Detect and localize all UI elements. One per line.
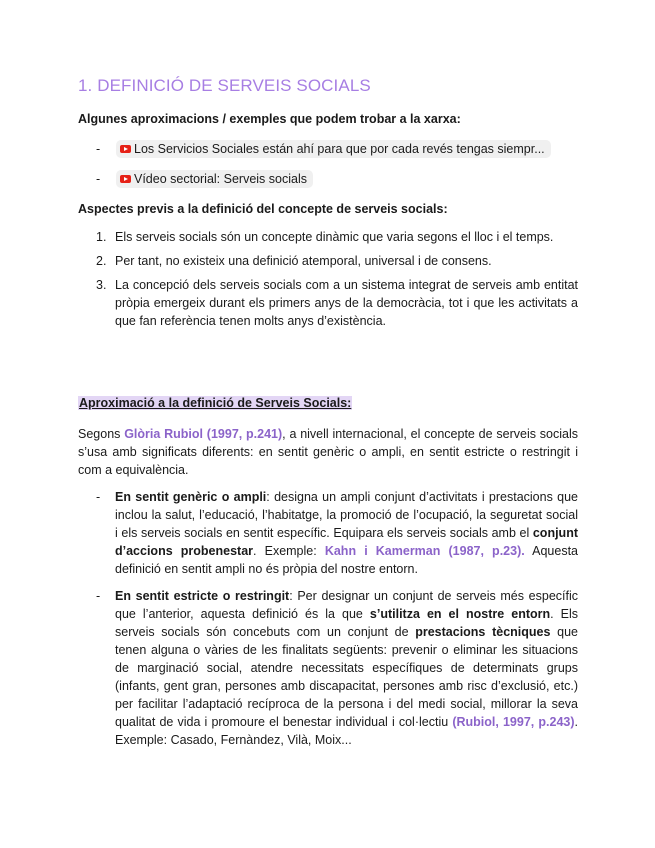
list-number: 1. — [96, 230, 107, 244]
text-run: Aquesta definició en sentit ampli no és pròpia del nostre entorn. — [115, 544, 578, 576]
list-number: 2. — [96, 254, 107, 268]
citation: (Rubiol, 1997, p.243) — [452, 715, 575, 729]
dash-marker: - — [96, 589, 101, 603]
list-item — [96, 587, 578, 749]
intro-text: Segons — [78, 427, 125, 441]
definition-text — [115, 587, 578, 749]
definition-term: En sentit genèric o ampli — [115, 490, 267, 504]
list-text: La concepció dels serveis socials com a un sistema integrat de serveis amb entitat pròpia emergeix durant els primers anys de la democràcia, tot i que les activitats a que fan referència tenen molts anys d’existència. — [115, 278, 578, 328]
link-row-1 — [96, 140, 551, 158]
video-link-chip[interactable] — [116, 170, 313, 188]
dash-marker: - — [96, 172, 101, 186]
section-heading: Aproximació a la definició de Serveis Socials: — [79, 396, 352, 410]
approx-heading: Algunes aproximacions / exemples que podem trobar a la xarxa: — [78, 112, 461, 126]
list-text: Els serveis socials són un concepte dinàmic que varia segons el lloc i el temps. — [115, 230, 554, 244]
list-number: 3. — [96, 278, 107, 292]
text-run: que tenen alguna o vàries de les finalitats següents: prevenir o eliminar les situacions de marginació social, atendre necessitats específiques de determinats grups (infants, gent gran, persones amb discapacitat, persones amb risc d’exclusió, etc.) per facilitar l’adaptació recíproca de la persona i del medi social, millorar la seva qualitat de vida i promoure el benestar individual i col·lectiu — [115, 625, 578, 729]
citation: Glòria Rubiol (1997, p.241) — [124, 427, 283, 441]
list-item — [96, 488, 578, 578]
definition-term: En sentit estricte o restringit — [115, 589, 290, 603]
emphasis: conjunt d’accions probenestar — [115, 526, 578, 558]
text-run: : designa un ampli conjunt d’activitats i prestacions que inclou la salut, l’educació, l’habitatge, la promoció de l’ocupació, la seguretat social i els serveis socials en sentit específic. Equipara els serveis socials amb el — [115, 490, 578, 540]
intro-paragraph — [78, 425, 578, 479]
text-run: . Exemple: — [253, 544, 325, 558]
video-link-label: Los Servicios Sociales están ahí para que por cada revés tengas siempr... — [134, 142, 545, 156]
list-text: Per tant, no existeix una definició atemporal, universal i de consens. — [115, 254, 492, 268]
youtube-icon — [120, 145, 131, 153]
text-run: . Exemple: Casado, Fernàndez, Vilà, Moix... — [115, 715, 578, 747]
prev-heading: Aspectes previs a la definició del concepte de serveis socials: — [78, 202, 448, 216]
text-run: . Els serveis socials són concebuts com un conjunt de — [115, 607, 578, 639]
list-item — [96, 252, 578, 270]
video-link-label: Vídeo sectorial: Serveis socials — [134, 172, 307, 186]
youtube-icon — [120, 175, 131, 183]
page-title: 1. DEFINICIÓ DE SERVEIS SOCIALS — [78, 76, 371, 95]
intro-text: , a nivell internacional, el concepte de serveis socials s’usa amb significats diferents: en sentit genèric o ampli, en sentit estricte o restringit i com a equivalència. — [78, 427, 578, 477]
definitions-list — [96, 488, 578, 758]
list-item — [96, 276, 578, 330]
text-run: : Per designar un conjunt de serveis més específic que l’anterior, aquesta definició és la que — [115, 589, 578, 621]
citation: Kahn i Kamerman (1987, p.23). — [324, 544, 525, 558]
emphasis: prestacions tècniques — [415, 625, 551, 639]
link-row-2 — [96, 170, 313, 188]
list-item — [96, 228, 578, 246]
dash-marker: - — [96, 142, 101, 156]
definition-text — [115, 488, 578, 578]
video-link-chip[interactable] — [116, 140, 551, 158]
emphasis: s’utilitza en el nostre entorn — [369, 607, 551, 621]
previous-aspects-list — [96, 228, 578, 336]
dash-marker: - — [96, 490, 101, 504]
